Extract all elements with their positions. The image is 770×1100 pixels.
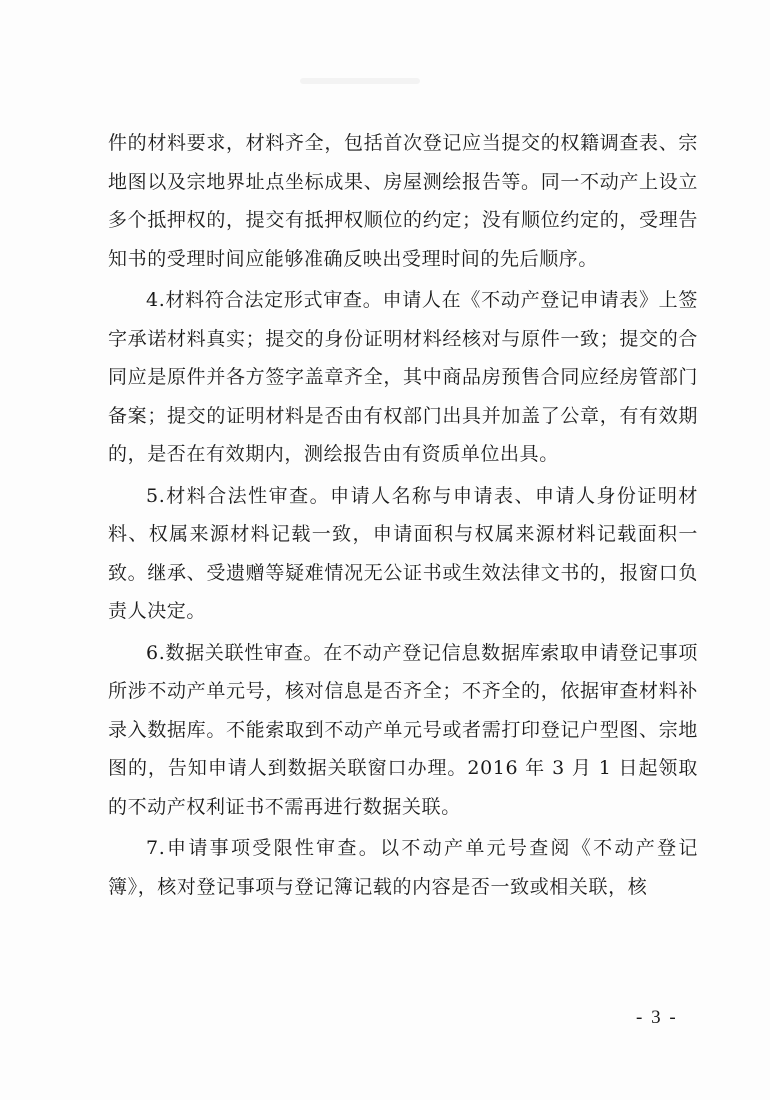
paragraph-item-5: 5.材料合法性审查。申请人名称与申请表、申请人身份证明材料、权属来源材料记载一致，申请面积与权属来源材料记载面积一致。继承、受遗赠等疑难情况无公证书或生效法律文书的，报窗口负责人决定。 bbox=[108, 484, 698, 622]
paragraph-item-6: 6.数据关联性审查。在不动产登记信息数据库索取申请登记事项所涉不动产单元号，核对信息是否齐全；不齐全的，依据审查材料补录入数据库。不能索取到不动产单元号或者需打印登记户型图、宗地图的，告知申请人到数据关联窗口办理。2016 年 3 月 1 日起领取的不动产权利证书不需再进行数据关联。 bbox=[108, 641, 698, 818]
paragraph-item-7: 7.申请事项受限性审查。以不动产单元号查阅《不动产登记簿》，核对登记事项与登记簿记载的内容是否一致或相关联，核 bbox=[108, 837, 698, 898]
scan-smudge bbox=[300, 78, 420, 84]
paragraph-item-4: 4.材料符合法定形式审查。申请人在《不动产登记申请表》上签字承诺材料真实；提交的身份证明材料经核对与原件一致；提交的合同应是原件并各方签字盖章齐全，其中商品房预售合同应经房管部门备案；提交的证明材料是否由有权部门出具并加盖了公章，有有效期的，是否在有效期内，测绘报告由有资质单位出具。 bbox=[108, 289, 698, 465]
page-number: - 3 - bbox=[636, 1007, 678, 1028]
document-body bbox=[108, 124, 698, 909]
paragraph-continuation: 件的材料要求，材料齐全，包括首次登记应当提交的权籍调查表、宗地图以及宗地界址点坐标成果、房屋测绘报告等。同一不动产上设立多个抵押权的，提交有抵押权顺位的约定；没有顺位约定的，受理告知书的受理时间应能够准确反映出受理时间的先后顺序。 bbox=[108, 132, 698, 270]
